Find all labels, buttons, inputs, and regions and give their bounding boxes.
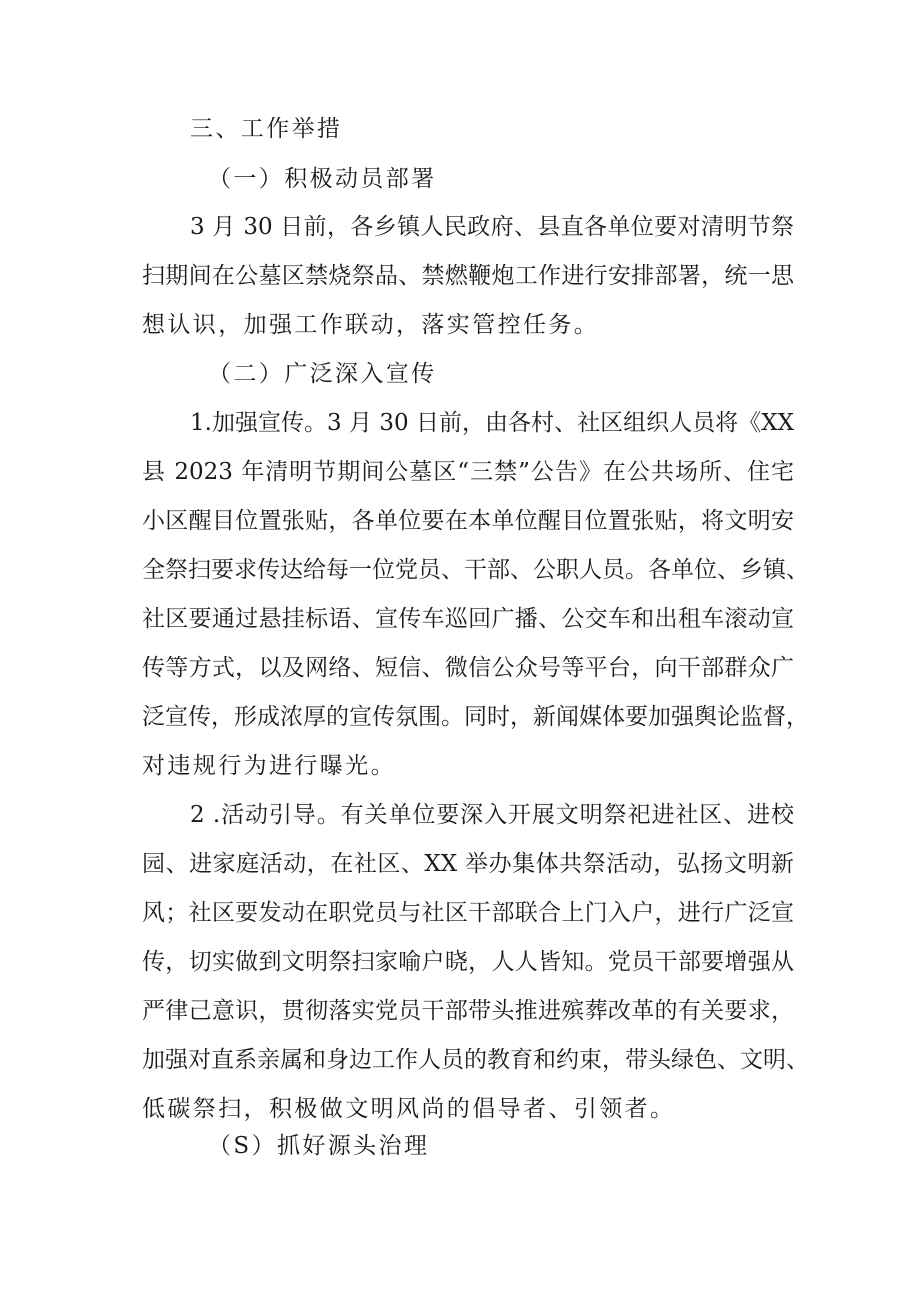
paragraph-line: 3 月 30 日前，各乡镇人民政府、县直各单位要对清明节祭 [190,214,794,240]
paragraph-line: 风；社区要发动在职党员与社区干部联合上门入户，进行广泛宣 [142,900,794,926]
paragraph-line: 扫期间在公墓区禁烧祭品、禁燃鞭炮工作进行安排部署，统一思 [142,263,794,289]
paragraph-line: 小区醒目位置张贴，各单位要在本单位醒目位置张贴，将文明安 [142,508,794,534]
paragraph-line: 园、进家庭活动，在社区、XX 举办集体共祭活动，弘扬文明新 [142,851,794,877]
paragraph-line: 严律己意识，贯彻落实党员干部带头推进殡葬改革的有关要求， [142,998,794,1024]
subsection-title-1: （一）积极动员部署 [208,166,437,192]
paragraph-line: 对违规行为进行曝光。 [142,753,396,779]
section-heading: 三、工作举措 [190,116,343,142]
paragraph-line: 想认识，加强工作联动，落实管控任务。 [142,312,600,338]
paragraph-line: 加强对直系亲属和身边工作人员的教育和约束，带头绿色、文明、 [142,1047,809,1073]
paragraph-line: 传，切实做到文明祭扫家喻户晓，人人皆知。党员干部要增强从 [142,949,794,975]
subsection-title-3: （S）抓好源头治理 [208,1133,430,1159]
paragraph-line: 2 .活动引导。有关单位要深入开展文明祭祀进社区、进校 [190,802,794,828]
paragraph-line: 低碳祭扫，积极做文明风尚的倡导者、引领者。 [142,1096,676,1122]
subsection-title-2: （二）广泛深入宣传 [208,361,437,387]
paragraph-line: 县 2023 年清明节期间公墓区“三禁”公告》在公共场所、住宅 [142,459,794,485]
paragraph-line: 泛宣传，形成浓厚的宣传氛围。同时，新闻媒体要加强舆论监督， [142,704,809,730]
paragraph-line: 传等方式，以及网络、短信、微信公众号等平台，向干部群众广 [142,655,794,681]
paragraph-line: 全祭扫要求传达给每一位党员、干部、公职人员。各单位、乡镇、 [142,557,809,583]
paragraph-line: 社区要通过悬挂标语、宣传车巡回广播、公交车和出租车滚动宣 [142,606,794,632]
paragraph-line: 1.加强宣传。3 月 30 日前，由各村、社区组织人员将《XX [190,410,794,436]
